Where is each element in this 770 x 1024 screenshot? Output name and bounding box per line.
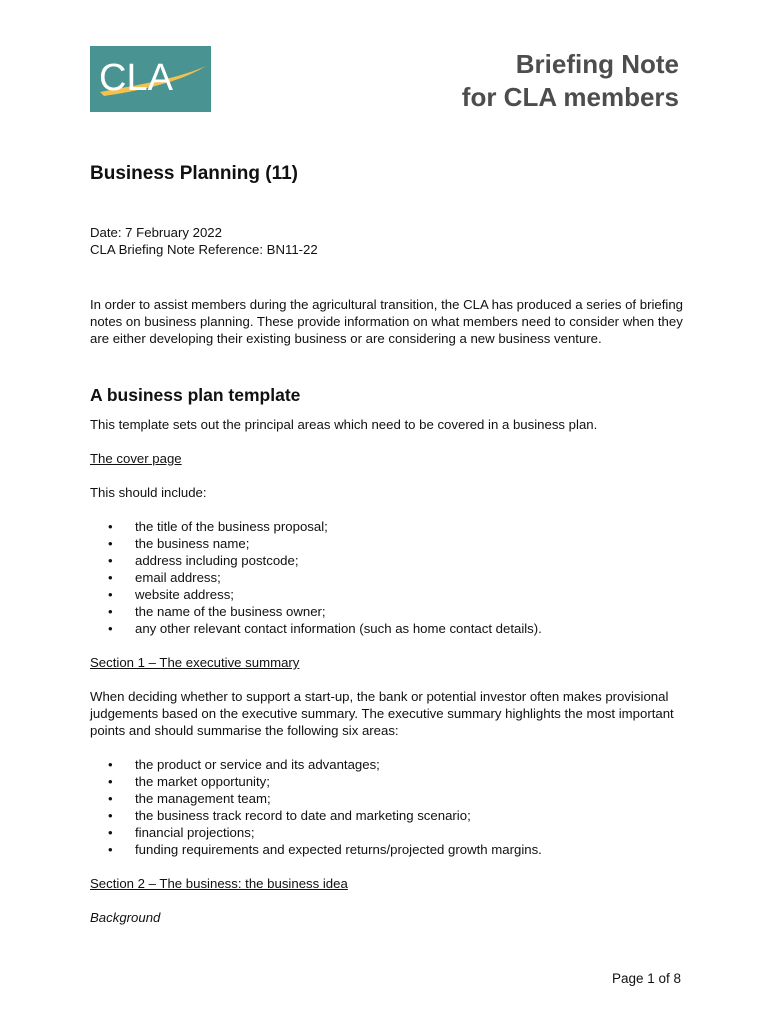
briefing-note-title [462, 48, 679, 114]
background-heading: Background [90, 910, 161, 925]
cover-page-list [90, 518, 690, 637]
section1-heading: Section 1 – The executive summary [90, 655, 300, 670]
briefing-note-title-line1: Briefing Note [515, 49, 679, 79]
briefing-note-title-line2: for CLA members [461, 82, 679, 112]
list-item: • the business track record to date and marketing scenario; [135, 807, 690, 824]
logo-text: CLA [99, 57, 173, 99]
document-reference: CLA Briefing Note Reference: BN11-22 [90, 242, 318, 257]
list-item: • the product or service and its advantages; [135, 756, 690, 773]
list-item: • the business name; [135, 535, 690, 552]
list-item: • any other relevant contact information (such as home contact details). [135, 620, 690, 637]
list-item: • website address; [135, 586, 690, 603]
section1-paragraph: When deciding whether to support a start-up, the bank or potential investor often makes provisional judgements based on the executive summary. The executive summary highlights the most important points and should summarise the following six areas: [90, 689, 674, 738]
section2-heading: Section 2 – The business: the business idea [90, 876, 348, 891]
list-item: • the management team; [135, 790, 690, 807]
document-body [90, 162, 690, 943]
section1-list [90, 756, 690, 858]
document-date: Date: 7 February 2022 [90, 225, 222, 240]
document-title: Business Planning (11) [90, 163, 298, 184]
list-item: • financial projections; [135, 824, 690, 841]
intro-paragraph: In order to assist members during the agricultural transition, the CLA has produced a series of briefing notes on business planning. These provide information on what members need to consider when they are either developing their existing business or are considering a new business venture. [90, 297, 684, 346]
template-heading: A business plan template [90, 385, 301, 405]
list-item: • the name of the business owner; [135, 603, 690, 620]
cla-logo-graphic [90, 46, 211, 112]
list-item: • the title of the business proposal; [135, 518, 690, 535]
page-number: Page 1 of 8 [611, 971, 681, 986]
cover-page-intro: This should include: [90, 485, 207, 500]
list-item: • funding requirements and expected returns/projected growth margins. [135, 841, 690, 858]
cla-logo [90, 46, 211, 112]
template-intro: This template sets out the principal areas which need to be covered in a business plan. [90, 417, 598, 432]
list-item: • email address; [135, 569, 690, 586]
list-item: • the market opportunity; [135, 773, 690, 790]
cover-page-heading: The cover page [90, 451, 182, 466]
document-meta [90, 224, 690, 258]
list-item: • address including postcode; [135, 552, 690, 569]
